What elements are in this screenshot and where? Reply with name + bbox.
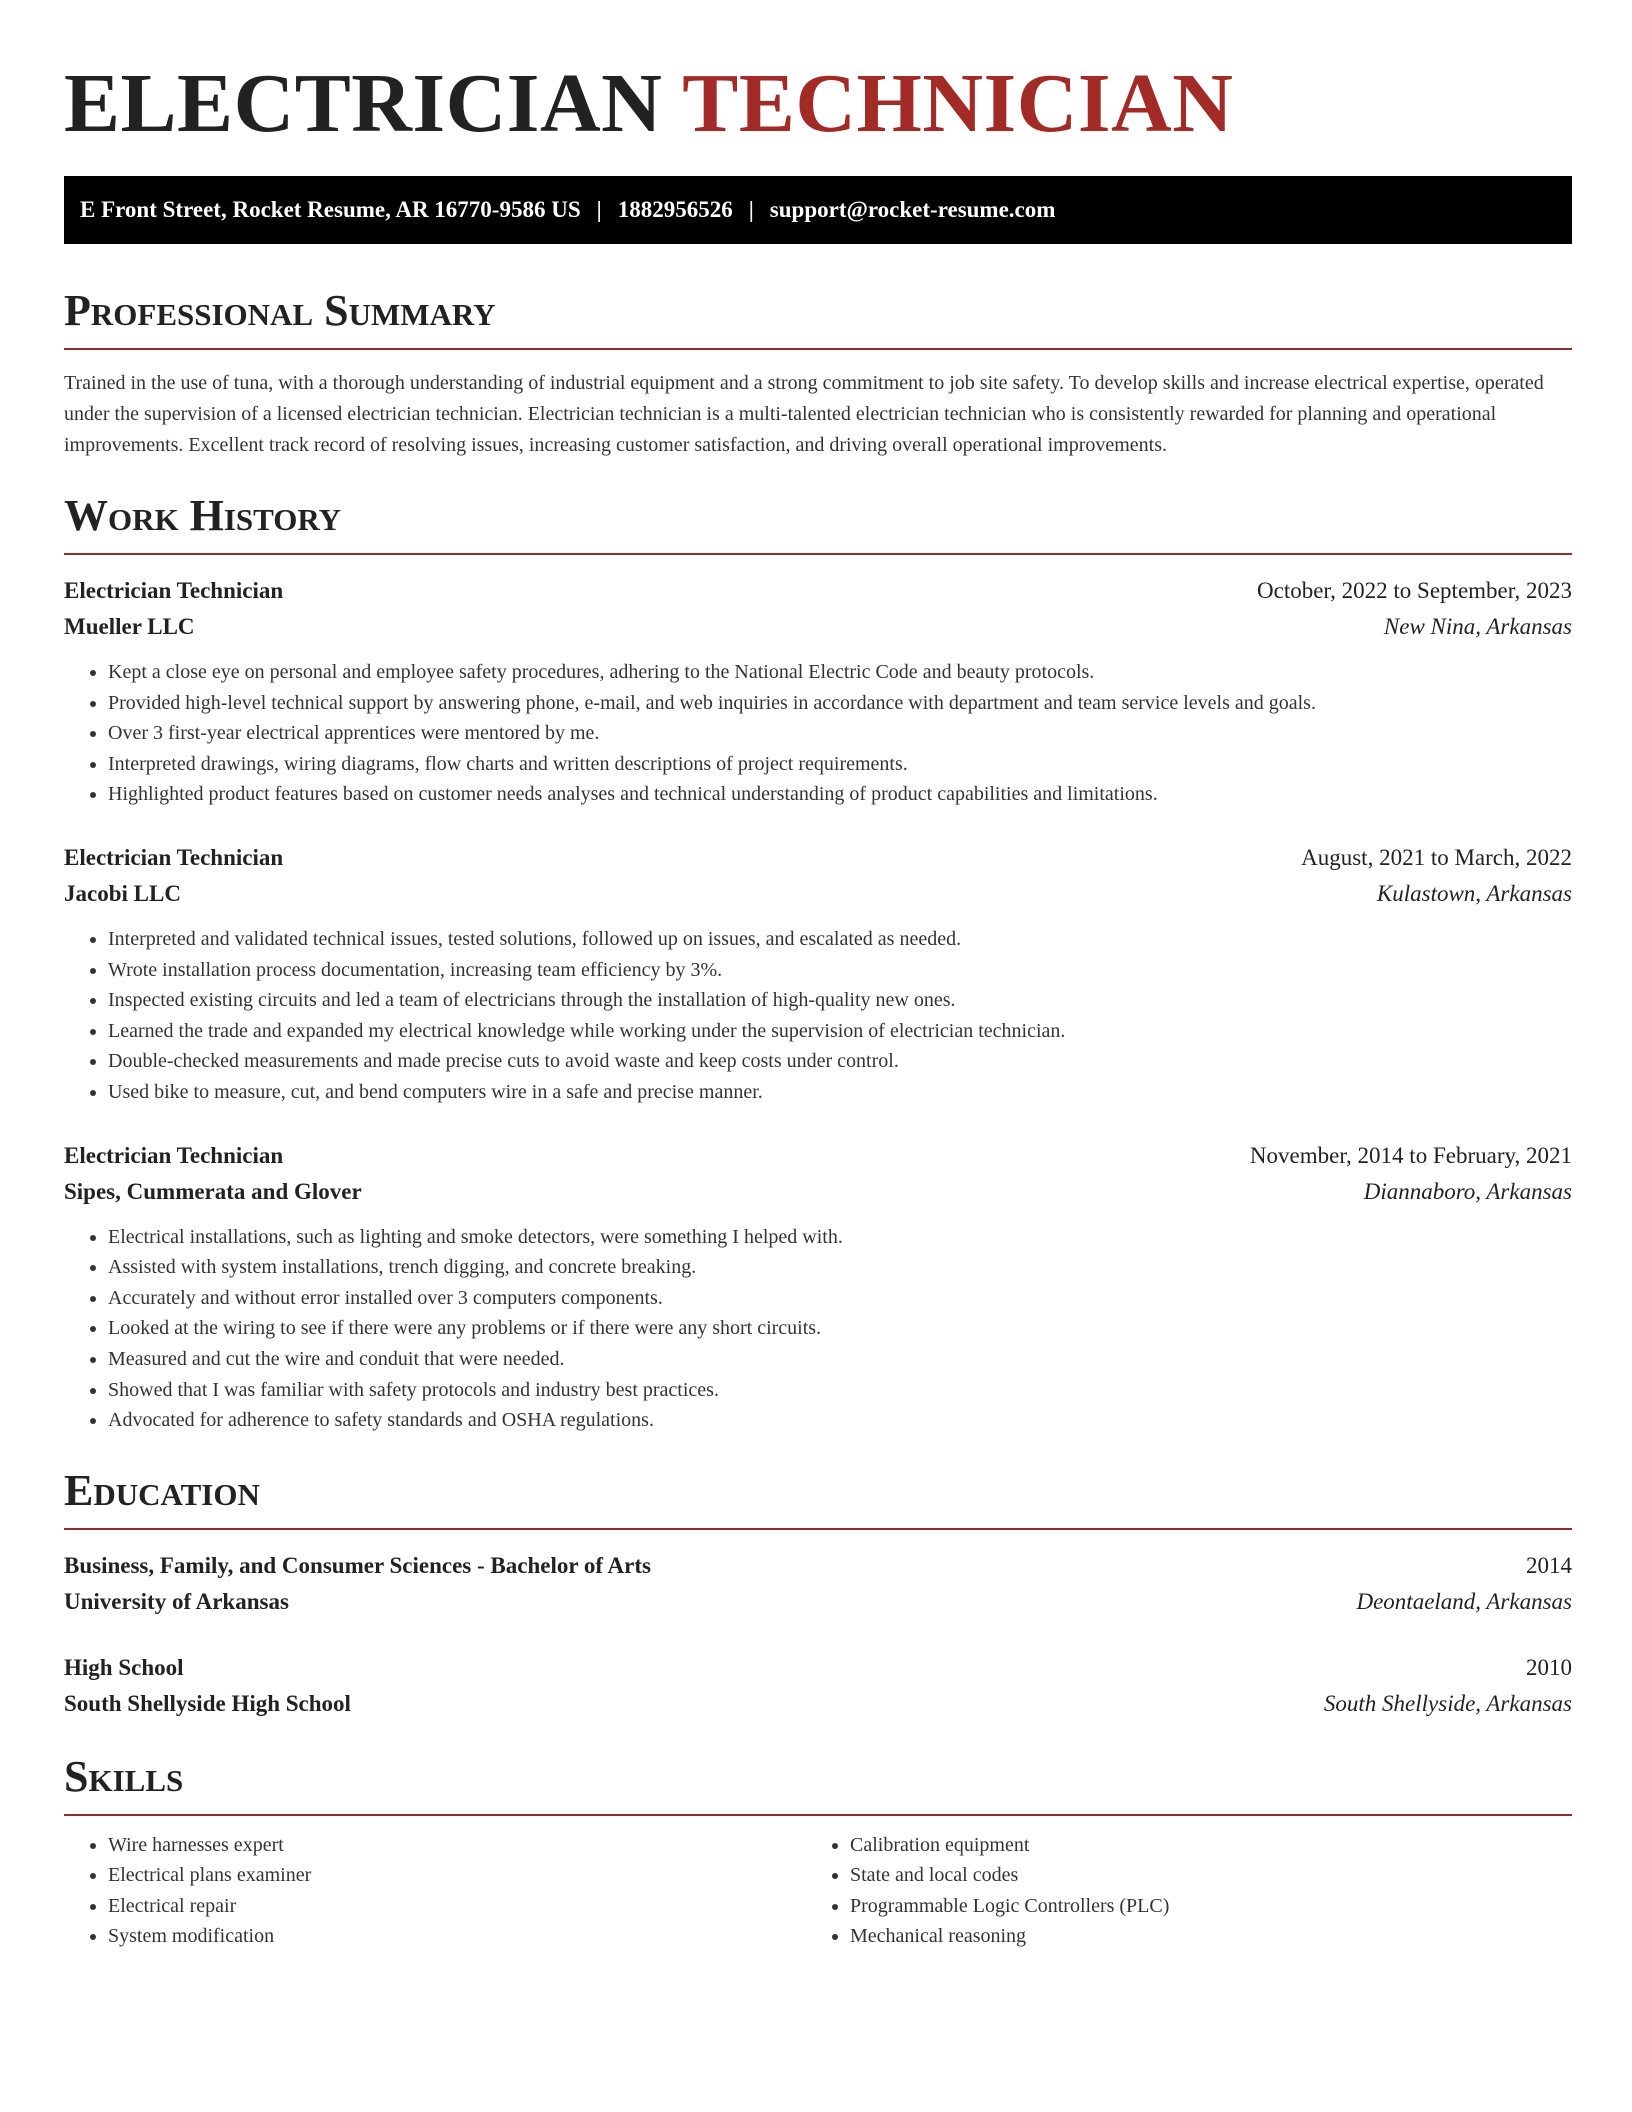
- education-year: 2014: [1526, 1552, 1572, 1578]
- job-bullet: • Over 3 first-year electrical apprentices were mentored by me.: [108, 718, 1572, 749]
- contact-bar: [64, 176, 1572, 244]
- job-entry: [64, 573, 1572, 810]
- skill-item: • State and local codes: [850, 1860, 1572, 1891]
- education-entry: [64, 1650, 1572, 1722]
- summary-section: [64, 286, 1572, 461]
- work-history-section: [64, 491, 1572, 1436]
- skills-column-right: [806, 1830, 1572, 1952]
- job-entry: [64, 840, 1572, 1108]
- job-bullets: [64, 924, 1572, 1108]
- education-year: 2010: [1526, 1654, 1572, 1680]
- contact-separator: |: [596, 197, 602, 222]
- skill-item: • Electrical repair: [108, 1891, 806, 1922]
- education-school: University of Arkansas: [64, 1588, 289, 1614]
- job-bullet: • Electrical installations, such as lighting and smoke detectors, were something I helped with.: [108, 1222, 1572, 1253]
- job-bullet: • Kept a close eye on personal and employee safety procedures, adhering to the National Electric Code and beauty protocols.: [108, 657, 1572, 688]
- job-bullet: • Inspected existing circuits and led a team of electricians through the installation of high-quality new ones.: [108, 985, 1572, 1016]
- job-bullet: • Measured and cut the wire and conduit that were needed.: [108, 1344, 1572, 1375]
- job-bullet: • Looked at the wiring to see if there were any problems or if there were any short circuits.: [108, 1313, 1572, 1344]
- education-degree: Business, Family, and Consumer Sciences - Bachelor of Arts: [64, 1552, 651, 1578]
- job-bullet: • Used bike to measure, cut, and bend computers wire in a safe and precise manner.: [108, 1077, 1572, 1108]
- job-company-row: [64, 609, 1572, 645]
- job-bullet: • Provided high-level technical support by answering phone, e-mail, and web inquiries in accordance with department and team service levels and goals.: [108, 688, 1572, 719]
- skills-grid: [64, 1830, 1572, 1952]
- education-location: South Shellyside, Arkansas: [1323, 1690, 1572, 1716]
- job-header-row: [64, 1138, 1572, 1174]
- job-company-row: [64, 876, 1572, 912]
- education-location: Deontaeland, Arkansas: [1356, 1588, 1572, 1614]
- job-location: Kulastown, Arkansas: [1376, 880, 1572, 906]
- job-bullet: • Accurately and without error installed over 3 computers components.: [108, 1283, 1572, 1314]
- education-school-row: [64, 1584, 1572, 1620]
- job-company: Mueller LLC: [64, 614, 195, 639]
- education-section: [64, 1466, 1572, 1722]
- job-company: Jacobi LLC: [64, 880, 181, 906]
- skill-item: • Wire harnesses expert: [108, 1830, 806, 1861]
- education-degree-row: [64, 1548, 1572, 1584]
- job-bullet: • Interpreted drawings, wiring diagrams, flow charts and written descriptions of project requirements.: [108, 749, 1572, 780]
- skill-item: • Calibration equipment: [850, 1830, 1572, 1861]
- job-bullet: • Highlighted product features based on customer needs analyses and technical understanding of product capabilities and limitations.: [108, 779, 1572, 810]
- last-name: TECHNICIAN: [682, 57, 1234, 150]
- skill-item: • Mechanical reasoning: [850, 1921, 1572, 1952]
- job-bullet: • Learned the trade and expanded my electrical knowledge while working under the supervision of electrician technician.: [108, 1016, 1572, 1047]
- job-dates: October, 2022 to September, 2023: [1257, 578, 1572, 603]
- contact-separator: |: [748, 197, 754, 222]
- job-company: Sipes, Cummerata and Glover: [64, 1178, 362, 1204]
- education-degree-row: [64, 1650, 1572, 1686]
- education-heading: Education: [64, 1466, 1572, 1530]
- job-entry: [64, 1138, 1572, 1436]
- job-role: Electrician Technician: [64, 844, 284, 870]
- job-bullet: • Double-checked measurements and made precise cuts to avoid waste and keep costs under control.: [108, 1046, 1572, 1077]
- contact-address: E Front Street, Rocket Resume, AR 16770-9586 US: [80, 197, 581, 222]
- job-location: Diannaboro, Arkansas: [1363, 1178, 1572, 1204]
- job-location: New Nina, Arkansas: [1383, 614, 1572, 639]
- resume-page: [64, 0, 1572, 1952]
- job-dates: November, 2014 to February, 2021: [1249, 1142, 1572, 1168]
- contact-phone: 1882956526: [617, 197, 733, 222]
- education-school: South Shellyside High School: [64, 1690, 351, 1716]
- education-school-row: [64, 1686, 1572, 1722]
- job-bullet: • Showed that I was familiar with safety protocols and industry best practices.: [108, 1375, 1572, 1406]
- first-name: ELECTRICIAN: [64, 57, 663, 150]
- skill-item: • System modification: [108, 1921, 806, 1952]
- summary-heading: Professional Summary: [64, 286, 1572, 350]
- education-degree: High School: [64, 1654, 184, 1680]
- job-bullet: • Assisted with system installations, trench digging, and concrete breaking.: [108, 1252, 1572, 1283]
- skills-column-left: [64, 1830, 806, 1952]
- job-dates: August, 2021 to March, 2022: [1301, 844, 1572, 870]
- education-entry: [64, 1548, 1572, 1620]
- skills-section: [64, 1752, 1572, 1952]
- job-bullet: • Wrote installation process documentation, increasing team efficiency by 3%.: [108, 955, 1572, 986]
- job-bullets: [64, 1222, 1572, 1436]
- work-history-heading: Work History: [64, 491, 1572, 555]
- job-header-row: [64, 573, 1572, 609]
- job-role: Electrician Technician: [64, 1142, 284, 1168]
- summary-text: Trained in the use of tuna, with a thorough understanding of industrial equipment and a strong commitment to job site safety. To develop skills and increase electrical expertise, operated under the supervision of a licensed electrician technician. Electrician technician is a multi-talented electrician technician who is consistently rewarded for planning and operational improvements. Excellent track record of resolving issues, increasing customer satisfaction, and driving overall operational improvements.: [64, 372, 1544, 456]
- skill-item: • Electrical plans examiner: [108, 1860, 806, 1891]
- skill-item: • Programmable Logic Controllers (PLC): [850, 1891, 1572, 1922]
- resume-name: [64, 0, 1572, 152]
- job-bullets: [64, 657, 1572, 810]
- job-header-row: [64, 840, 1572, 876]
- job-company-row: [64, 1174, 1572, 1210]
- contact-email: support@rocket-resume.com: [769, 197, 1056, 222]
- job-bullet: • Advocated for adherence to safety standards and OSHA regulations.: [108, 1405, 1572, 1436]
- job-bullet: • Interpreted and validated technical issues, tested solutions, followed up on issues, and escalated as needed.: [108, 924, 1572, 955]
- job-role: Electrician Technician: [64, 578, 284, 603]
- skills-heading: Skills: [64, 1752, 1572, 1816]
